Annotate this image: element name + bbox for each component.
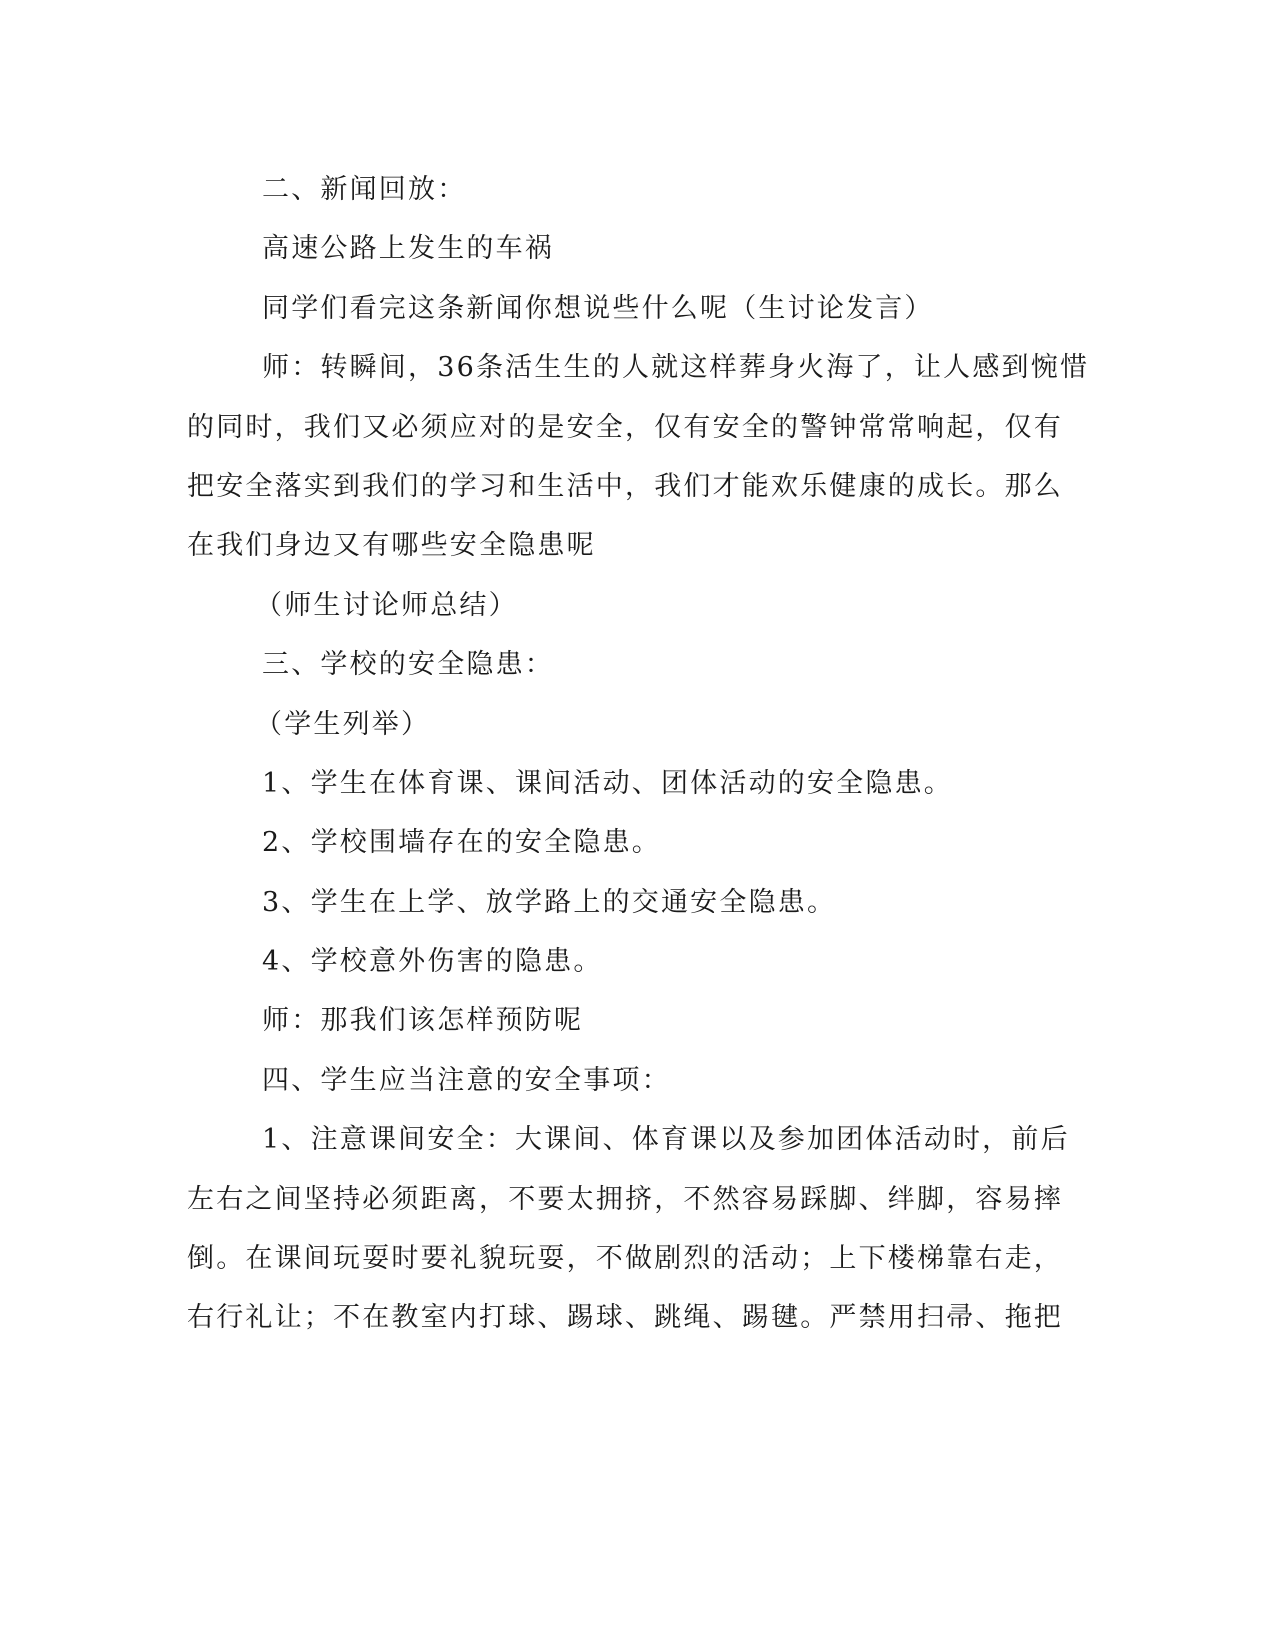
document-body xyxy=(187,160,1090,1348)
list-item: 2、学校围墙存在的安全隐患。 xyxy=(262,827,661,859)
stage-note: （学生列举） xyxy=(255,708,431,740)
list-item: 4、学校意外伤害的隐患。 xyxy=(262,946,603,978)
safety-paragraph-line: 右行礼让；不在教室内打球、踢球、跳绳、踢毽。严禁用扫帚、拖把 xyxy=(187,1302,1063,1334)
list-item: 1、学生在体育课、课间活动、团体活动的安全隐患。 xyxy=(262,767,953,799)
section-heading-safety-matters: 四、学生应当注意的安全事项： xyxy=(262,1064,671,1096)
section-heading-news-replay: 二、新闻回放： xyxy=(262,174,467,205)
teacher-paragraph-line: 师：转瞬间，36条活生生的人就这样葬身火海了，让人感到惋惜 xyxy=(262,352,1090,384)
list-item: 3、学生在上学、放学路上的交通安全隐患。 xyxy=(262,886,837,918)
teacher-question: 师：那我们该怎样预防呢 xyxy=(262,1005,584,1037)
news-title: 高速公路上发生的车祸 xyxy=(262,233,554,265)
safety-paragraph-line: 左右之间坚持必须距离，不要太拥挤，不然容易踩脚、绊脚，容易摔 xyxy=(187,1183,1063,1215)
teacher-paragraph-line: 在我们身边又有哪些安全隐患呢 xyxy=(187,530,596,562)
safety-paragraph-line: 1、注意课间安全：大课间、体育课以及参加团体活动时，前后 xyxy=(262,1124,1070,1156)
discussion-prompt: 同学们看完这条新闻你想说些什么呢（生讨论发言） xyxy=(262,292,934,324)
teacher-paragraph-line: 把安全落实到我们的学习和生活中，我们才能欢乐健康的成长。那么 xyxy=(187,470,1063,502)
safety-paragraph-line: 倒。在课间玩耍时要礼貌玩耍，不做剧烈的活动；上下楼梯靠右走， xyxy=(187,1243,1063,1275)
section-heading-school-hazards: 三、学校的安全隐患： xyxy=(262,649,554,681)
teacher-paragraph-line: 的同时，我们又必须应对的是安全，仅有安全的警钟常常响起，仅有 xyxy=(187,411,1063,443)
stage-note: （师生讨论师总结） xyxy=(255,589,518,621)
